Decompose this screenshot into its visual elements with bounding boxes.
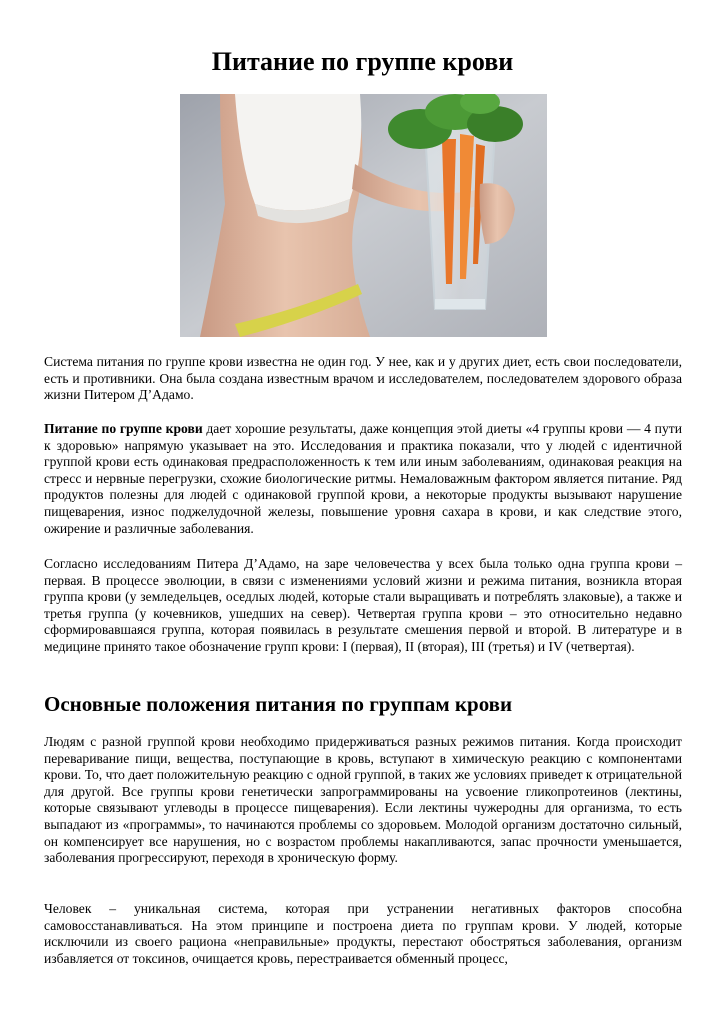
hero-photo	[180, 94, 547, 337]
paragraph-self-healing: Человек – уникальная система, которая при устранении негативных факторов способна самовосстанавливаться. На этом принципе и построена диета по группам крови. У людей, которые исключили из своего рациона «неправильные» продукты, перестают обостряться заболевания, организм избавляется от токсинов, очищается кровь, перестраивается обменный процесс,	[44, 901, 682, 966]
paragraph-principles: Людям с разной группой крови необходимо придерживаться разных режимов питания. Когда происходит переваривание пищи, вещества, поступающие в кровь, вступают в химическую реакцию с компонентами крови. То, что дает положительную реакцию с одной группой, в таких же условиях приведет к отрицательной для другой. Все группы крови генетически запрограммированы на усвоение гликопротеинов (лектины, которые связывают углеводы в процессе пищеварения). Если лектины чужеродны для организма, то есть выпадают из «программы», то начинаются проблемы со здоровьем. Молодой организм достаточно сильный, он компенсирует все нарушения, но с возрастом проблемы накапливаются, запас прочности уменьшается, заболевания прогрессируют, переходя в хроническую форму.	[44, 734, 682, 866]
section-heading: Основные положения питания по группам крови	[44, 692, 513, 716]
page-title: Питание по группе крови	[211, 47, 514, 76]
woman-with-vegetable-glass-illustration	[180, 94, 547, 337]
paragraph-history: Согласно исследованиям Питера Д’Адамо, на заре человечества у всех была только одна группа крови – первая. В процессе эволюции, в связи с изменениями условий жизни и режима питания, возникла вторая группа крови (у земледельцев, оседлых людей, которые стали выращивать и потреблять злаковые), а также и третья группа (у кочевников, ушедших на север). Четвертая группа крови – это относительно недавно сформировавшаяся группа, которая появилась в результате смешения первой и второй. В литературе и в медицине принято такое обозначение групп крови: I (первая), II (вторая), III (третья) и IV (четвертая).	[44, 556, 682, 654]
paragraph-results-body: дает хорошие результаты, даже концепция этой диеты «4 группы крови — 4 пути к здоровью» напрямую указывает на это. Исследования и практика показали, что у людей с идентичной группой крови есть одинаковая предрасположенность к тем или иным заболеваниям, одинаковая реакция на стресс и нервные перегрузки, схожие биологические ритмы. Немаловажным фактором является питание. Ряд продуктов полезны для людей с одинаковой группой крови, а некоторые продукты вызывают нарушение пищеварения, износ поджелудочной железы, повышение уровня сахара в крови, и как следствие этого, ожирение и различные заболевания.	[44, 421, 682, 536]
paragraph-intro: Система питания по группе крови известна не один год. У нее, как и у других диет, есть свои последователи, есть и противники. Она была создана известным врачом и исследователем, последователем здорового образа жизни Питером Д’Адамо.	[44, 354, 682, 403]
paragraph-results-lead: Питание по группе крови	[44, 421, 203, 436]
paragraph-results	[44, 421, 682, 537]
